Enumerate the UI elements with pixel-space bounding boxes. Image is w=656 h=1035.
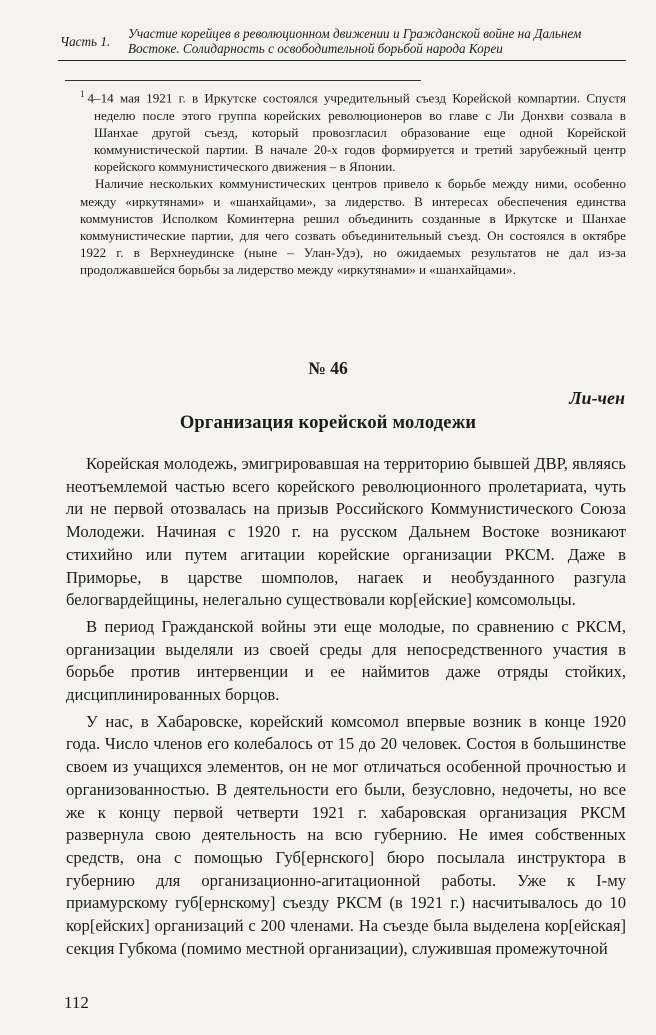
document-title: Организация корейской молодежи xyxy=(179,413,477,433)
page-number: 112 xyxy=(64,993,89,1012)
document-number: № 46 xyxy=(308,358,348,378)
paragraph: У нас, в Хабаровске, корейский комсомол впервые возник в конце 1920 года. Число членов его колебалось от 15 до 20 человек. Состоя в большинстве своем из учащихся элементов, он не мог отличаться особенной прочностью и организованностью. В деятельности его были, безусловно, недочеты, но все же к концу первой четверти 1921 г. хабаровская организация РКСМ развернула свою деятельность на всю губернию. Не имея собственных средств, она с помощью Губ[ернского] бюро посылала инструктора в губернию для организационно-агитационной работы. Уже к I-му приамурскому губ[ернскому] съезду РКСМ (в 1921 г.) насчитывалось до 10 кор[ейских] организаций с 200 членами. На съезде была выделена кор[ейская] секция Губкома (помимо местной организации), служившая промежуточной xyxy=(66,711,626,958)
header-title: Участие корейцев в революционном движении и Гражданской войне на Дальнем Востоке. Солидарность с освободительной борьбой народа Кореи xyxy=(128,26,582,56)
paragraph: Корейская молодежь, эмигрировавшая на территорию бывшей ДВР, являясь неотъемлемой частью всего корейского революционного пролетариата, чуть ли не первой отозвалась на призыв Российского Коммунистического Союза Молодежи. Начиная с 1920 г. на русском Дальнем Востоке возникают стихийно или путем агитации корейские организации РКСМ. Даже в Приморье, в царстве шомполов, нагаек и необузданного разгула белогвардейщины, нелегально существовали кор[ейские] комсомольцы. xyxy=(66,454,626,610)
part-label: Часть 1. xyxy=(60,34,111,49)
header-rule xyxy=(58,60,626,61)
body-text xyxy=(66,453,626,960)
footnote-1 xyxy=(80,86,626,175)
footnote-marker: 1 xyxy=(80,89,85,99)
footnotes xyxy=(80,86,626,279)
footnote-rule xyxy=(65,80,421,81)
paragraph: В период Гражданской войны эти еще молодые, по сравнению с РКСМ, организации выделяли из своей среды для непосредственного участия в борьбе против интервенции и ее наймитов даже отряды стойких, дисциплинированных борцов. xyxy=(66,616,626,705)
footnote-continuation: Наличие нескольких коммунистических центров привело к борьбе между ними, особенно между «иркутянами» и «шанхайцами», за лидерство. В интересах обеспечения единства коммунистов Исполком Коминтерна решил объединить созданные в Иркутске и Шанхае коммунистические партии, для чего созвать объединительный съезд. Он состоялся в октябре 1922 г. в Верхнеудинске (ныне – Улан-Удэ), но ожидаемых результатов не дал из-за продолжавшейся борьбы за лидерство между «иркутянами» и «шанхайцами». xyxy=(80,176,626,278)
document-author: Ли-чен xyxy=(569,388,625,408)
footnote-text: 4–14 мая 1921 г. в Иркутске состоялся учредительный съезд Корейской компартии. Спустя неделю после этого группа корейских революционеров во главе с Ли Донхви созвала в Шанхае другой съезд, который провозгласил образование еще одной Корейской коммунистической партии. В начале 20-х годов формируется и третий зарубежный центр корейского коммунистического движения – в Японии. xyxy=(87,90,626,175)
